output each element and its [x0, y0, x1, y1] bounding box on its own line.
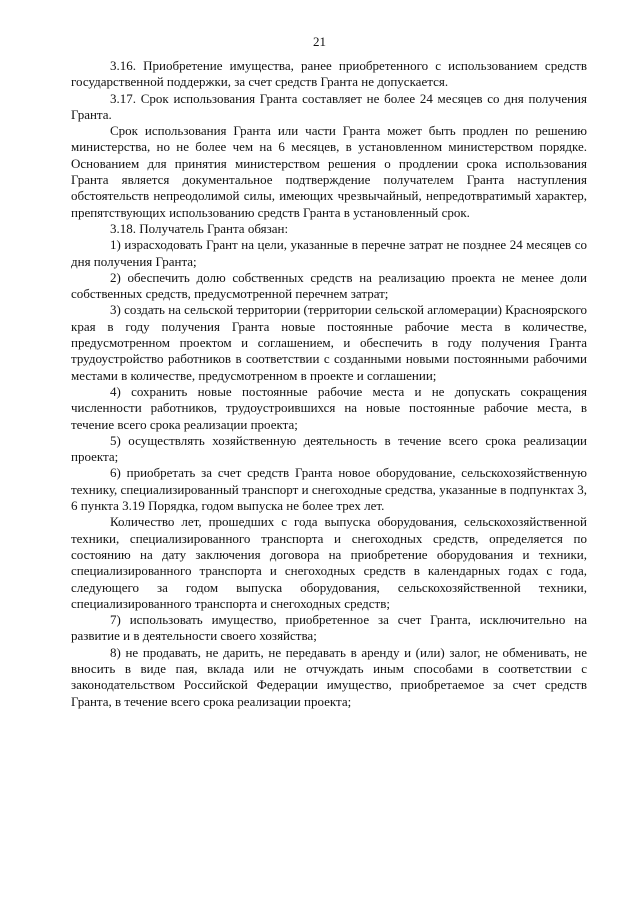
paragraph-3-17: 3.17. Срок использования Гранта составляет не более 24 месяцев со дня получения Гранта. [71, 90, 587, 122]
list-item-5: 5) осуществлять хозяйственную деятельность в течение всего срока реализации проекта; [71, 432, 587, 465]
paragraph-3-17-extension: Срок использования Гранта или части Гранта может быть продлен по решению министерства, но не более чем на 6 месяцев, в установленном министерством порядке. Основанием для принятия министерством решения о продлении срока использования Гранта является документальное подтверждение получателем Гранта наступления обстоятельств непреодолимой силы, имеющих чрезвычайный, непредотвратимый характер, препятствующих использованию средств Гранта в установленный срок. [71, 123, 587, 220]
list-item-3: 3) создать на сельской территории (территории сельской агломерации) Красноярского края в году получения Гранта новые постоянные рабочие места в количестве, предусмотренном проектом и соглашением, и обеспечить в году получения Гранта трудоустройство работников в соответствии с созданными новыми постоянными рабочими местами в количестве, предусмотренном в проекте и соглашении; [71, 302, 587, 383]
list-item-6: 6) приобретать за счет средств Гранта новое оборудование, сельскохозяйственную технику, специализированный транспорт и снегоходные средства, указанные в подпунктах 3, 6 пункта 3.19 Порядка, годом выпуска не более трех лет. [71, 465, 587, 514]
document-body [71, 58, 587, 710]
list-item-6-note: Количество лет, прошедших с года выпуска оборудования, сельскохозяйственной техники, специализированного транспорта и снегоходных средств, определяется по состоянию на дату заключения договора на приобретение оборудования и техники, специализированного транспорта и снегоходных средств в календарных годах с года, следующего за годом выпуска оборудования, сельскохозяйственной техники, специализированного транспорта и снегоходных средств; [71, 514, 587, 611]
page-number: 21 [313, 34, 326, 49]
list-item-7: 7) использовать имущество, приобретенное за счет Гранта, исключительно на развитие и в деятельности своего хозяйства; [71, 612, 587, 644]
paragraph-3-18: 3.18. Получатель Гранта обязан: [110, 220, 289, 236]
list-item-4: 4) сохранить новые постоянные рабочие места и не допускать сокращения численности работников, трудоустроившихся на новые постоянные рабочие места, в течение всего срока реализации проекта; [71, 383, 587, 432]
paragraph-3-16: 3.16. Приобретение имущества, ранее приобретенного с использованием средств государственной поддержки, за счет средств Гранта не допускается. [71, 58, 587, 90]
list-item-2: 2) обеспечить долю собственных средств на реализацию проекта не менее доли собственных средств, предусмотренной перечнем затрат; [71, 269, 587, 302]
list-item-8: 8) не продавать, не дарить, не передавать в аренду и (или) залог, не обменивать, не вносить в виде пая, вклада или не отчуждать иным способами в соответствии с законодательством Российской Федерации имущество, приобретаемое за счет средств Гранта, в течение всего срока реализации проекта; [71, 644, 587, 709]
list-item-1: 1) израсходовать Грант на цели, указанные в перечне затрат не позднее 24 месяцев со дня получения Гранта; [71, 237, 587, 269]
